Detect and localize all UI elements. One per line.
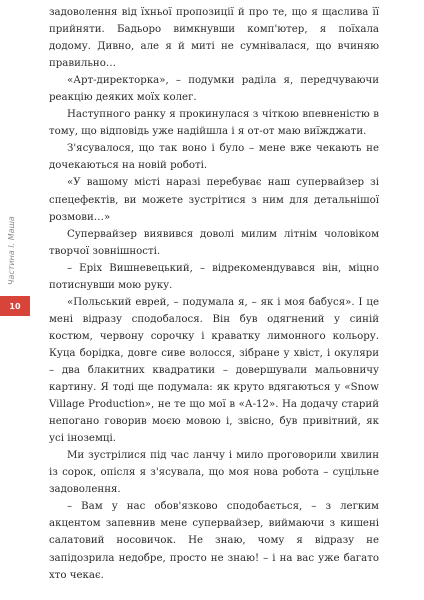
- page-number: 10: [9, 301, 21, 311]
- paragraph-5: «У вашому місті наразі перебуває наш супервайзер зі спецефектів, ви можете зустрітися з ним для детальнішої розмови…»: [49, 177, 379, 223]
- paragraph-4: З'ясувалося, що так воно і було – мене вже чекають не дочекаються на новій роботі.: [49, 143, 379, 172]
- paragraph-6: Супервайзер виявився доволі милим літнім чоловіком творчої зовнішності.: [49, 228, 379, 257]
- paragraph-1: задоволення від їхньої пропозиції й про те, що я щаслива її прийняти. Бадьоро вимкнувши комп'ютер, я поїхала додому. Дивно, але я й миті не сумнівалася, що вчиняю правильно…: [49, 7, 379, 70]
- body-text: [49, 4, 379, 584]
- paragraph-10: – Вам у нас обов'язково сподобається, – з легким акцентом запевнив мене супервайзер, виймаючи з кишені салатовий носовичок. Не знаю, чому я відразу не запідозрила недобре, просто не знаю! – і на вас уже багато хто чекає.: [49, 501, 379, 581]
- paragraph-7: – Еріх Вишневецький, – відрекомендувався він, міцно потиснувши мою руку.: [49, 262, 379, 291]
- page-number-tab: [0, 296, 30, 316]
- paragraph-8: «Польський еврей, – подумала я, – як і моя бабуся». І це мені відразу сподобалося. Він був одягнений у синій костюм, червону сорочку і краватку лимонного кольору. Куца борідка, довге сиве волосся, зібране у хвіст, і окуляри – два блакитних квадратики – довершували мальовничу картину. Я тоді ще подумала: як круто вдягаються у «Snow Village Production», не те що мої в «А-12». На додачу старий непогано говорив моєю мовою і, звісно, був привітний, як усі іноземці.: [49, 296, 379, 445]
- chapter-label: Частина І. Маша: [7, 216, 16, 285]
- paragraph-2: «Арт-директорка», – подумки раділа я, передчуваючи реакцію деяких моїх колег.: [49, 75, 379, 104]
- paragraph-3: Наступного ранку я прокинулася з чіткою впевненістю в тому, що відповідь уже надійшла і я от-от маю виїжджати.: [49, 109, 379, 138]
- paragraph-9: Ми зустрілися під час ланчу і мило проговорили хвилин із сорок, опісля я з'ясувала, що моя нова робота – суцільне задоволення.: [49, 450, 379, 496]
